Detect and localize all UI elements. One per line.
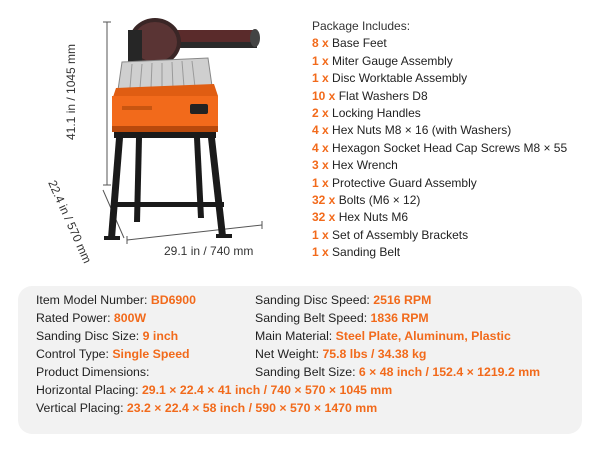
spec-value: Single Speed	[112, 347, 190, 361]
sanding-disc	[128, 18, 181, 66]
spec-value: 1836 RPM	[370, 311, 429, 325]
item-qty: 1 x	[312, 175, 329, 190]
item-name: Hex Wrench	[332, 158, 398, 173]
item-name: Disc Worktable Assembly	[332, 71, 468, 86]
spec-label: Control Type:	[36, 347, 113, 361]
item-qty: 1 x	[312, 71, 329, 86]
item-qty: 4 x	[312, 123, 329, 138]
item-name: Sanding Belt	[332, 245, 401, 260]
item-name: Flat Washers D8	[338, 88, 428, 103]
item-qty: 1 x	[312, 245, 329, 260]
spec-horizontal	[36, 382, 392, 398]
depth-dimension-label: 22.4 in / 570 mm	[45, 178, 95, 266]
spec-label: Horizontal Placing:	[36, 383, 142, 397]
spec-value: BD6900	[150, 293, 196, 307]
list-item	[312, 157, 597, 174]
spec-disc-speed	[255, 292, 431, 308]
item-name: Hex Nuts M6	[338, 210, 409, 225]
spec-label: Sanding Disc Size:	[36, 329, 143, 343]
spec-belt-size	[255, 364, 540, 380]
spec-value: Steel Plate, Aluminum, Plastic	[335, 329, 511, 343]
spec-label: Rated Power:	[36, 311, 114, 325]
item-qty: 2 x	[312, 106, 329, 121]
motor-housing	[112, 84, 218, 132]
metal-stand	[104, 132, 232, 240]
spec-power	[36, 310, 146, 326]
item-name: Protective Guard Assembly	[332, 175, 477, 190]
package-includes-list	[312, 18, 597, 262]
list-item	[312, 140, 597, 157]
spec-label: Sanding Belt Size:	[255, 365, 359, 379]
item-qty: 1 x	[312, 53, 329, 68]
spec-label: Sanding Belt Speed:	[255, 311, 371, 325]
width-dimension-label: 29.1 in / 740 mm	[164, 244, 254, 258]
spec-weight	[255, 346, 426, 362]
spec-label: Item Model Number:	[36, 293, 151, 307]
list-item	[312, 227, 597, 244]
spec-value: 9 inch	[142, 329, 179, 343]
item-qty: 4 x	[312, 140, 329, 155]
spec-vertical	[36, 400, 377, 416]
item-name: Base Feet	[332, 36, 387, 51]
spec-product-dimensions	[36, 364, 149, 380]
list-item	[312, 175, 597, 192]
spec-disc-size	[36, 328, 178, 344]
spec-material	[255, 328, 511, 344]
sanding-belt-arm	[175, 29, 260, 48]
spec-label: Net Weight:	[255, 347, 323, 361]
list-item	[312, 88, 597, 105]
item-qty: 1 x	[312, 227, 329, 242]
product-illustration	[0, 0, 300, 285]
spec-belt-speed	[255, 310, 429, 326]
spec-value: 75.8 lbs / 34.38 kg	[322, 347, 427, 361]
spec-value: 6 × 48 inch / 152.4 × 1219.2 mm	[358, 365, 541, 379]
list-item	[312, 122, 597, 139]
width-dimension-line	[127, 221, 262, 244]
spec-label: Main Material:	[255, 329, 336, 343]
item-name: Miter Gauge Assembly	[332, 53, 453, 68]
item-qty: 3 x	[312, 158, 329, 173]
item-qty: 8 x	[312, 36, 329, 51]
belt-disc-sander-image	[0, 0, 300, 285]
spec-model	[36, 292, 196, 308]
item-name: Hexagon Socket Head Cap Screws M8 × 55	[332, 140, 568, 155]
list-item	[312, 53, 597, 70]
spec-label: Vertical Placing:	[36, 401, 127, 415]
list-item	[312, 192, 597, 209]
spec-value: 800W	[113, 311, 147, 325]
list-item	[312, 105, 597, 122]
spec-value: 29.1 × 22.4 × 41 inch / 740 × 570 × 1045 mm	[141, 383, 393, 397]
item-qty: 10 x	[312, 88, 336, 103]
specifications-panel	[18, 286, 582, 434]
package-heading: Package Includes:	[312, 19, 411, 33]
item-name: Bolts (M6 × 12)	[338, 193, 421, 208]
spec-control	[36, 346, 190, 362]
item-name: Set of Assembly Brackets	[332, 227, 469, 242]
list-item	[312, 244, 597, 261]
item-qty: 32 x	[312, 193, 336, 208]
list-item	[312, 70, 597, 87]
spec-value: 23.2 × 22.4 × 58 inch / 590 × 570 × 1470 mm	[126, 401, 378, 415]
height-dimension-label: 41.1 in / 1045 mm	[64, 43, 78, 140]
height-dimension-line	[103, 22, 111, 185]
item-name: Hex Nuts M8 × 16 (with Washers)	[332, 123, 512, 138]
item-qty: 32 x	[312, 210, 336, 225]
spec-label: Sanding Disc Speed:	[255, 293, 374, 307]
list-item	[312, 209, 597, 226]
spec-value: 2516 RPM	[373, 293, 432, 307]
list-item	[312, 35, 597, 52]
spec-label: Product Dimensions:	[36, 365, 150, 379]
item-name: Locking Handles	[332, 106, 421, 121]
